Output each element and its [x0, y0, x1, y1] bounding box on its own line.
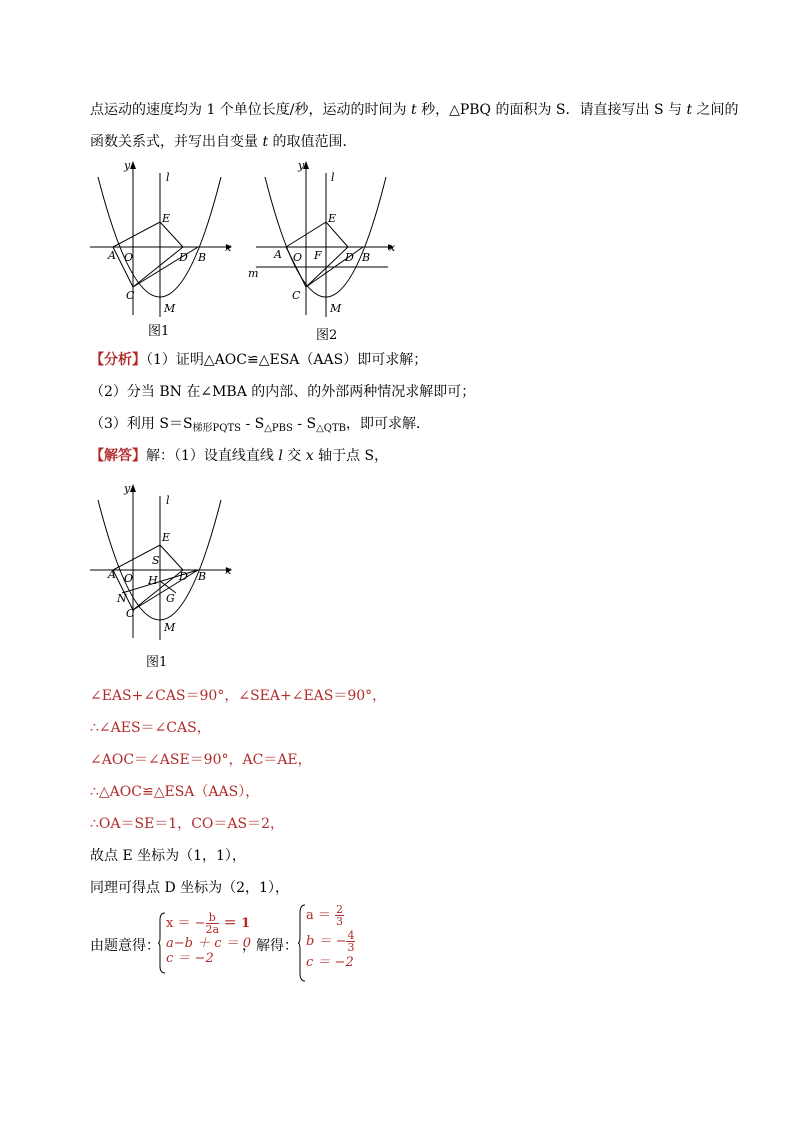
label-l: l: [331, 171, 335, 184]
label-y: y: [298, 159, 305, 172]
label-B: B: [198, 251, 207, 264]
label-F: F: [314, 249, 322, 262]
label-x: x: [225, 564, 232, 577]
figure-1-detailed: [88, 478, 248, 648]
figure-2-caption: 图2: [316, 328, 338, 343]
fraction: [206, 912, 220, 935]
numerator: 2: [336, 903, 344, 916]
label-E: E: [328, 212, 337, 225]
system-2-row-3: c ＝ −2: [306, 955, 354, 970]
analysis-line-2: [90, 382, 475, 402]
text: 轴于点 S，: [313, 448, 389, 464]
figure-1: [88, 155, 248, 320]
brace-system-2: [298, 904, 306, 982]
system-1-row-1: [166, 912, 251, 935]
label-D: D: [179, 251, 188, 264]
var-t: t: [262, 134, 269, 150]
label-x: x: [225, 241, 232, 254]
segment-BC: [133, 247, 198, 287]
var-x: x: [305, 448, 314, 464]
system-1-row-2: a−b ＋ c ＝ 0: [166, 936, 252, 951]
label-H: H: [148, 574, 158, 587]
label-B: B: [198, 570, 207, 583]
system-1: [166, 912, 251, 965]
label-O: O: [124, 251, 134, 264]
numerator: b: [206, 912, 220, 924]
label-m: m: [248, 267, 259, 280]
label-C: C: [292, 289, 301, 302]
label-E: E: [162, 531, 171, 544]
text: 点运动的速度均为 1 个单位长度/秒，运动的时间为: [90, 102, 411, 118]
numerator: 4: [347, 929, 355, 942]
text: ，即可求解．: [346, 416, 431, 432]
label-E: E: [162, 212, 171, 225]
text: （1）证明△AOC≌△ESA（AAS）即可求解；: [146, 352, 428, 368]
problem-line-1: [90, 100, 739, 120]
brace-system-1: [158, 912, 166, 974]
figure-3-caption: 图1: [146, 655, 168, 670]
text: - S: [241, 416, 265, 432]
label-S: S: [152, 554, 160, 567]
text: 秒，△PBQ 的面积为 S．请直接写出 S 与: [416, 102, 687, 118]
var-l: l: [278, 448, 283, 464]
system-1-row-3: c ＝ −2: [166, 951, 214, 966]
text: - S: [292, 416, 317, 432]
system-2: [306, 904, 355, 969]
denominator: 2a: [205, 923, 220, 936]
fraction: [346, 930, 355, 953]
label-x: x: [389, 241, 396, 254]
figure-2: [248, 155, 408, 320]
label-y: y: [124, 159, 131, 172]
text: x ＝ −: [166, 916, 206, 931]
system-2-row-2: [306, 930, 355, 953]
label-l: l: [166, 171, 170, 184]
step-4: ∴△AOC≌△ESA（AAS），: [90, 784, 260, 800]
label-M: M: [330, 302, 342, 315]
fraction: [335, 904, 344, 927]
label-M: M: [164, 302, 176, 315]
y-arrow: [130, 484, 136, 492]
label-D: D: [179, 570, 188, 583]
step-7: 同理可得点 D 坐标为（2，1），: [90, 880, 289, 896]
subscript: △QTB: [316, 423, 347, 434]
text: 的取值范围．: [268, 134, 357, 150]
step-8-prefix: 由题意得：: [90, 938, 160, 954]
label-A: A: [108, 249, 116, 262]
denominator: 3: [347, 941, 355, 954]
text: （3）利用 S＝S: [90, 416, 193, 432]
label-A: A: [108, 568, 116, 581]
figure-1-caption: 图1: [148, 324, 170, 339]
label-l: l: [166, 494, 170, 507]
step-2: ∴∠AES＝∠CAS，: [90, 720, 211, 736]
label-G: G: [166, 592, 175, 605]
text: 交: [282, 448, 306, 464]
label-O: O: [293, 251, 303, 264]
problem-line-2: [90, 132, 357, 152]
answer-tag: 【解答】: [90, 448, 146, 464]
var-t: t: [410, 102, 417, 118]
analysis-line-1: [90, 350, 427, 370]
denominator: 3: [336, 915, 344, 928]
text: ＝ 1: [219, 916, 251, 931]
text: 解：（1）设直线直线: [146, 448, 279, 464]
analysis-line-3: [90, 414, 430, 439]
var-t: t: [686, 102, 693, 118]
step-6: 故点 E 坐标为（1，1），: [90, 848, 246, 864]
step-5: ∴OA＝SE＝1，CO＝AS＝2，: [90, 816, 285, 832]
text: b ＝ −: [306, 934, 347, 949]
label-N: N: [117, 592, 127, 605]
subscript: 梯形PQTS: [192, 423, 241, 434]
subscript: △PBS: [264, 423, 293, 434]
label-y: y: [124, 482, 131, 495]
text: （2）分当 BN 在∠MBA 的内部、的外部两种情况求解即可；: [90, 384, 476, 400]
step-1: ∠EAS+∠CAS＝90°，∠SEA+∠EAS＝90°，: [90, 688, 387, 704]
system-2-row-1: [306, 904, 355, 927]
text: 之间的: [692, 102, 739, 118]
label-B: B: [362, 251, 371, 264]
y-arrow: [130, 161, 136, 169]
step-8-suffix: ，解得：: [242, 938, 298, 954]
label-C: C: [126, 289, 135, 302]
label-A: A: [274, 248, 282, 261]
text: a ＝: [306, 908, 336, 923]
label-C: C: [126, 607, 135, 620]
label-O: O: [124, 572, 134, 585]
answer-intro: [90, 446, 388, 466]
text: 函数关系式，并写出自变量: [90, 134, 263, 150]
analysis-tag: 【分析】: [90, 352, 146, 368]
label-M: M: [164, 621, 176, 634]
step-3: ∠AOC＝∠ASE＝90°，AC＝AE，: [90, 752, 312, 768]
label-D: D: [345, 251, 354, 264]
